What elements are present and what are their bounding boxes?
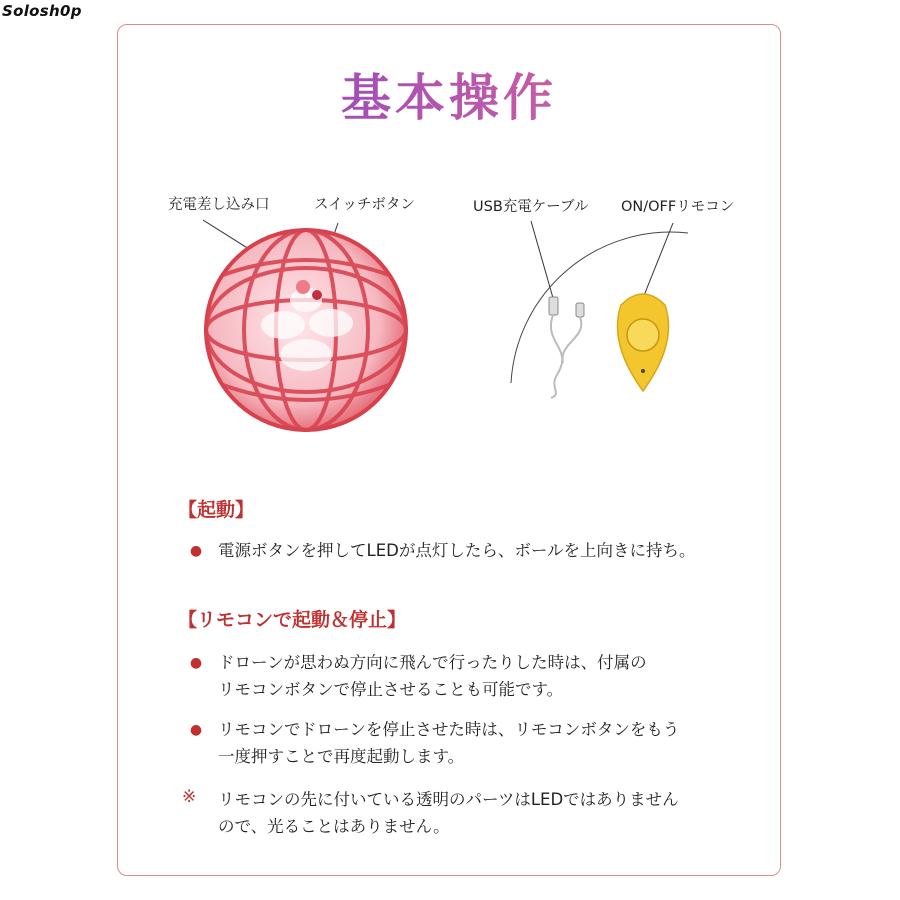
drone-ball-illustration — [203, 205, 413, 445]
pointer-line — [643, 223, 673, 298]
remote-note — [218, 786, 748, 840]
note-mark: ※ — [182, 787, 197, 807]
bullet-icon: ● — [189, 722, 203, 738]
remote-item-1-line2: リモコンボタンで停止させることも可能です。 — [218, 680, 564, 699]
page-title: 基本操作 — [118, 58, 780, 130]
label-switch-button: スイッチボタン — [314, 197, 415, 213]
label-remote: ON/OFFリモコン — [621, 199, 735, 215]
start-item: 電源ボタンを押してLEDが点灯したら、ボールを上向きに持ち。 — [218, 541, 696, 560]
remote-item-2 — [218, 716, 748, 770]
remote-icon — [617, 294, 668, 391]
switch-button-dot — [312, 290, 322, 300]
charge-port-dot — [296, 280, 310, 294]
usb-cable-icon — [549, 297, 584, 398]
remote-item-1 — [218, 649, 748, 703]
instruction-card — [117, 24, 781, 876]
label-charge-port: 充電差し込み口 — [168, 197, 270, 213]
section-remote-heading: 【リモコンで起動＆停止】 — [178, 609, 407, 631]
remote-note-line1: リモコンの先に付いている透明のパーツはLEDではありません — [218, 790, 679, 809]
remote-item-2-line1: リモコンでドローンを停止させた時は、リモコンボタンをもう — [218, 720, 680, 739]
label-usb-cable: USB充電ケーブル — [473, 199, 589, 215]
pointer-line — [531, 221, 553, 298]
section-start-heading: 【起動】 — [178, 499, 255, 521]
bullet-icon: ● — [189, 655, 203, 671]
watermark: Solosh0p — [2, 2, 82, 20]
remote-note-line2: ので、光ることはありません。 — [218, 817, 450, 836]
cable-remote-illustration — [503, 213, 703, 413]
remote-item-1-line1: ドローンが思わぬ方向に飛んで行ったりした時は、付属の — [218, 653, 647, 672]
bullet-icon: ● — [189, 543, 203, 559]
remote-item-2-line2: 一度押すことで再度起動します。 — [218, 747, 465, 766]
